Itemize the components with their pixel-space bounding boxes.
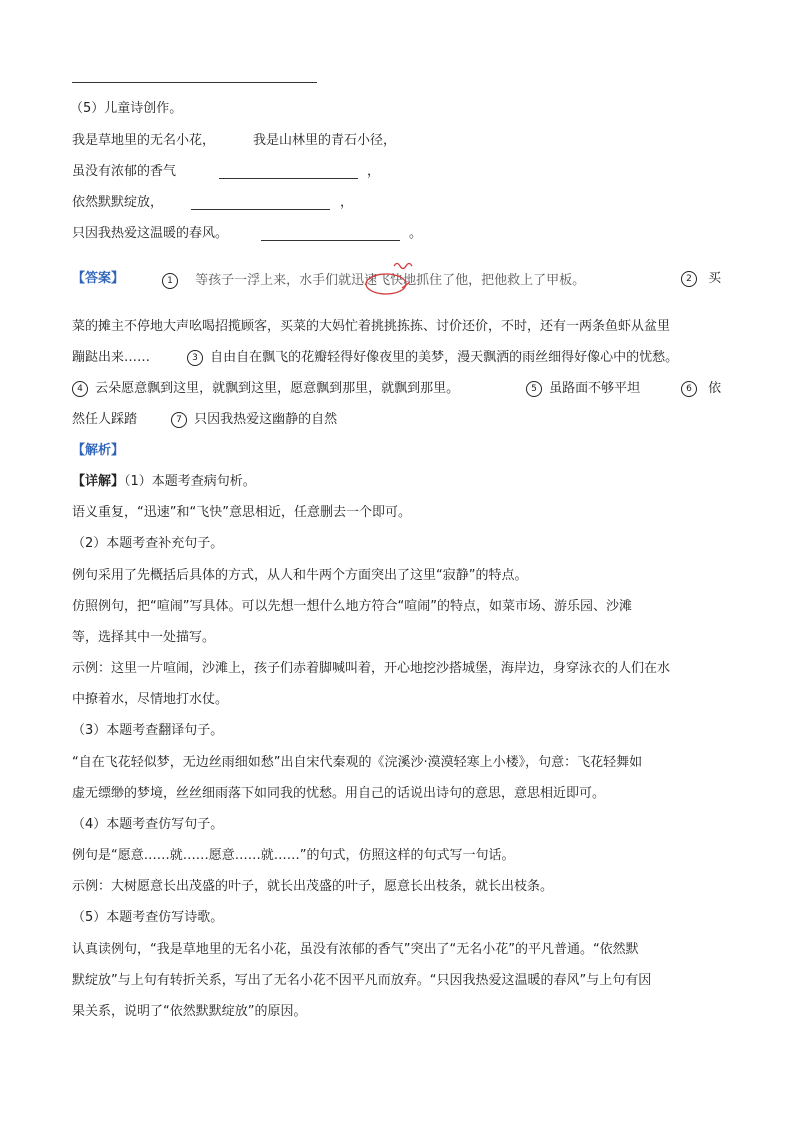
analysis-line-10: “自在飞花轻似梦，无边丝雨细如愁”出自宋代秦观的《浣溪沙·漠漠轻寒上小楼》，句意：飞花轻舞如 [72,755,643,770]
poem-line-3: 依然默默绽放， [72,195,164,210]
analysis-line-7: 示例：这里一片喧闹，沙滩上，孩子们赤着脚喊叫着，开心地挖沙搭城堡，海岸边，身穿泳衣的人们在水 [72,661,671,676]
answer-text-2-line3: 蹦跶出来…… [72,350,151,365]
analysis-tag: 【解析】 [72,443,125,458]
poem-line-4-end: 。 [409,226,423,241]
poem-blank-3[interactable] [261,240,400,241]
poem-heading: （5）儿童诗创作。 [70,101,183,116]
poem-blank-2[interactable] [191,209,330,210]
analysis-line-6: 等，选择其中一处描写。 [72,630,216,645]
answer-item-5 [526,380,640,398]
answer-item-4 [72,380,459,398]
answer-tag: 【答案】 [72,271,125,286]
answer-text-2-start: 买 [708,271,722,286]
analysis-line-2: 语义重复，“迅速”和“飞快”意思相近，任意删去一个即可。 [72,505,411,520]
detail-tag: 【详解】 [72,474,125,489]
analysis-line-11: 虚无缥缈的梦境，丝丝细雨落下如同我的忧愁。用自己的话说出诗句的意思，意思相近即可。 [72,786,606,801]
correction-mark [362,258,432,298]
answer-number-7: 7 [171,412,187,428]
analysis-line-4: 例句采用了先概括后具体的方式，从人和牛两个方面突出了这里“寂静”的特点。 [72,568,528,583]
analysis-line-17: 默绽放”与上句有转折关系，写出了无名小花不因平凡而放弃。“只因我热爱这温暖的春风”与上句有因 [72,973,652,988]
analysis-line-5: 仿照例句，把“喧闹”写具体。可以先想一想什么地方符合“喧闹”的特点，如菜市场、游乐园、沙滩 [72,599,632,614]
analysis-line-13: 例句是“愿意……就……愿意……就……”的句式，仿照这样的句式写一句话。 [72,848,515,863]
analysis-line-15: （5）本题考查仿写诗歌。 [72,910,224,925]
answer-number-6: 6 [681,381,697,397]
top-separator-line [72,82,317,83]
answer-item-3 [187,349,678,367]
analysis-line-12: （4）本题考查仿写句子。 [72,817,224,832]
answer-text-3: 自由自在飘飞的花瓣轻得好像夜里的美梦，漫天飘洒的雨丝细得好像心中的忧愁。 [210,350,679,365]
analysis-line-3: （2）本题考查补充句子。 [72,536,224,551]
analysis-line-16: 认真读例句，“我是草地里的无名小花，虽没有浓郁的香气”突出了“无名小花”的平凡普通。“依然默 [72,942,639,957]
answer-text-6-start: 依 [708,381,722,396]
analysis-line-8: 中撩着水，尽情地打水仗。 [72,692,229,707]
answer-item-7 [171,411,337,429]
answer-item-2-start [681,270,721,288]
answer-number-5: 5 [526,381,542,397]
answer-text-6-line2: 然任人踩踏 [72,412,138,427]
analysis-line-1-text: （1）本题考查病句析。 [124,474,256,489]
analysis-line-9: （3）本题考查翻译句子。 [72,723,224,738]
analysis-line-1 [72,473,256,491]
poem-line-1b: 我是山林里的青石小径， [253,133,397,148]
answer-number-1: 1 [162,273,178,289]
poem-line-2: 虽没有浓郁的香气 [72,164,177,179]
poem-line-3-end: ， [340,195,354,210]
answer-text-1: 等孩子一浮上来，水手们就迅速飞快地抓住了他，把他救上了甲板。 [195,273,586,288]
analysis-line-14: 示例：大树愿意长出茂盛的叶子，就长出茂盛的叶子，愿意长出枝条，就长出枝条。 [72,879,554,894]
poem-blank-1[interactable] [219,178,358,179]
answer-text-5: 虽路面不够平坦 [549,381,641,396]
poem-line-1a: 我是草地里的无名小花， [72,133,216,148]
answer-number-3: 3 [187,350,203,366]
answer-number-2: 2 [681,271,697,287]
analysis-line-18: 果关系，说明了“依然默默绽放”的原因。 [72,1004,307,1019]
answer-text-7: 只因我热爱这幽静的自然 [194,412,338,427]
poem-line-2-end: ， [367,164,381,179]
answer-text-4: 云朵愿意飘到这里，就飘到这里，愿意飘到那里，就飘到那里。 [95,381,460,396]
answer-number-4: 4 [72,381,88,397]
answer-item-6-start [681,380,721,398]
poem-line-4: 只因我热爱这温暖的春风。 [72,226,229,241]
answer-text-2-line2: 菜的摊主不停地大声吆喝招揽顾客，买菜的大妈忙着挑挑拣拣、讨价还价，不时，还有一两条鱼虾从盆里 [72,319,671,334]
